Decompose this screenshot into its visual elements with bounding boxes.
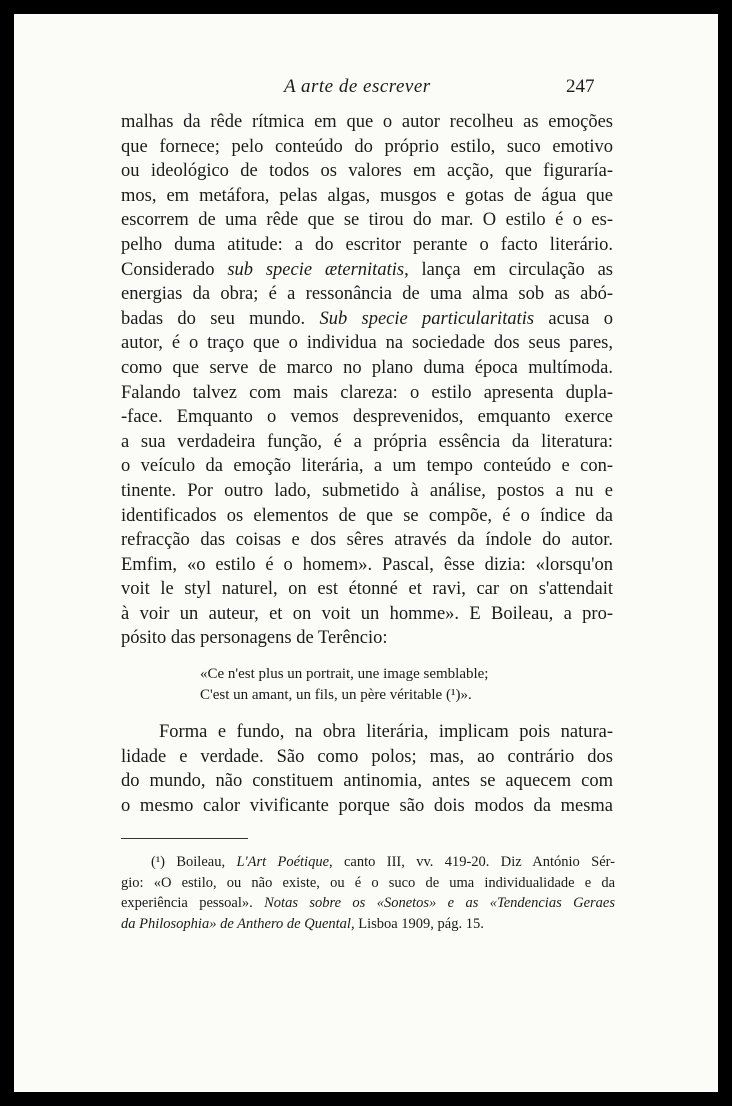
page-header — [14, 76, 718, 100]
text-line: à voir un auteur, et on voit un homme». E Boileau, a pro- — [121, 603, 613, 624]
text-line: escorrem de uma rêde que se tirou do mar. O estilo é o es- — [121, 210, 613, 231]
text-line: voit le styl naturel, on est étonné et ravi, car on s'attendait — [121, 579, 613, 600]
paragraph-1 — [121, 110, 613, 651]
text-line: Considerado sub specie æternitatis, lança em circulação as — [121, 259, 613, 280]
text-line: Falando talvez com mais clareza: o estilo apresenta dupla- — [121, 382, 613, 403]
footnote-divider — [121, 838, 248, 839]
text-line: Forma e fundo, na obra literária, implicam pois natura- — [159, 722, 613, 742]
text-line: -face. Emquanto o vemos desprevenidos, emquanto exerce — [121, 407, 613, 428]
book-page — [14, 14, 718, 1092]
text-line: como que serve de marco no plano duma época multímoda. — [121, 357, 613, 378]
text-line: ou ideológico de todos os valores em acção, que figuraría- — [121, 161, 613, 182]
verse-quote — [200, 664, 530, 706]
footnote — [121, 852, 615, 934]
text-line: tinente. Por outro lado, submetido à análise, postos a nu e — [121, 480, 613, 501]
running-title: A arte de escrever — [284, 76, 431, 97]
text-line: o veículo da emoção literária, a um tempo conteúdo e con- — [121, 456, 613, 477]
text-line: pelho duma atitude: a do escritor perante o facto literário. — [121, 234, 613, 255]
text-line: mos, em metáfora, pelas algas, musgos e gotas de água que — [121, 185, 613, 206]
text-line: pósito das personagens de Terêncio: — [121, 628, 388, 649]
text-line: malhas da rêde rítmica em que o autor recolheu as emoções — [121, 112, 613, 132]
text-line: autor, é o traço que o individua na sociedade dos seus pares, — [121, 333, 613, 354]
page-number: 247 — [566, 76, 595, 97]
footnote-line: gio: «O estilo, ou não existe, ou é o suco de uma individualidade e da — [121, 874, 615, 891]
text-line: badas do seu mundo. Sub specie particularitatis acusa o — [121, 308, 613, 329]
text-line: o mesmo calor vivificante porque são dois modos da mesma — [121, 795, 613, 816]
text-line: energias da obra; é a ressonância de uma alma sob as abó- — [121, 284, 613, 305]
text-line: Emfim, «o estilo é o homem». Pascal, êsse dizia: «lorsqu'on — [121, 554, 613, 575]
text-line: lidade e verdade. São como polos; mas, ao contrário dos — [121, 746, 613, 767]
quote-line: «Ce n'est plus un portrait, une image semblable; — [200, 666, 489, 682]
text-line: a sua verdadeira função, é a própria essência da literatura: — [121, 431, 613, 452]
text-line: refracção das coisas e dos sêres através da índole do autor. — [121, 530, 613, 551]
text-line: identificados os elementos de que se compõe, é o índice da — [121, 505, 613, 526]
text-line: do mundo, não constituem antinomia, antes se aquecem com — [121, 771, 613, 791]
quote-line: C'est un amant, un fils, un père véritable (¹)». — [200, 687, 472, 703]
paragraph-2 — [121, 720, 613, 818]
text-line: que fornece; pelo conteúdo do próprio estilo, suco emotivo — [121, 136, 613, 157]
footnote-line: da Philosophia» de Anthero de Quental, Lisboa 1909, pág. 15. — [121, 915, 484, 932]
footnote-line: (¹) Boileau, L'Art Poétique, canto III, vv. 419-20. Diz António Sér- — [151, 854, 615, 870]
footnote-line: experiência pessoal». Notas sobre os «Sonetos» e as «Tendencias Geraes — [121, 895, 615, 911]
